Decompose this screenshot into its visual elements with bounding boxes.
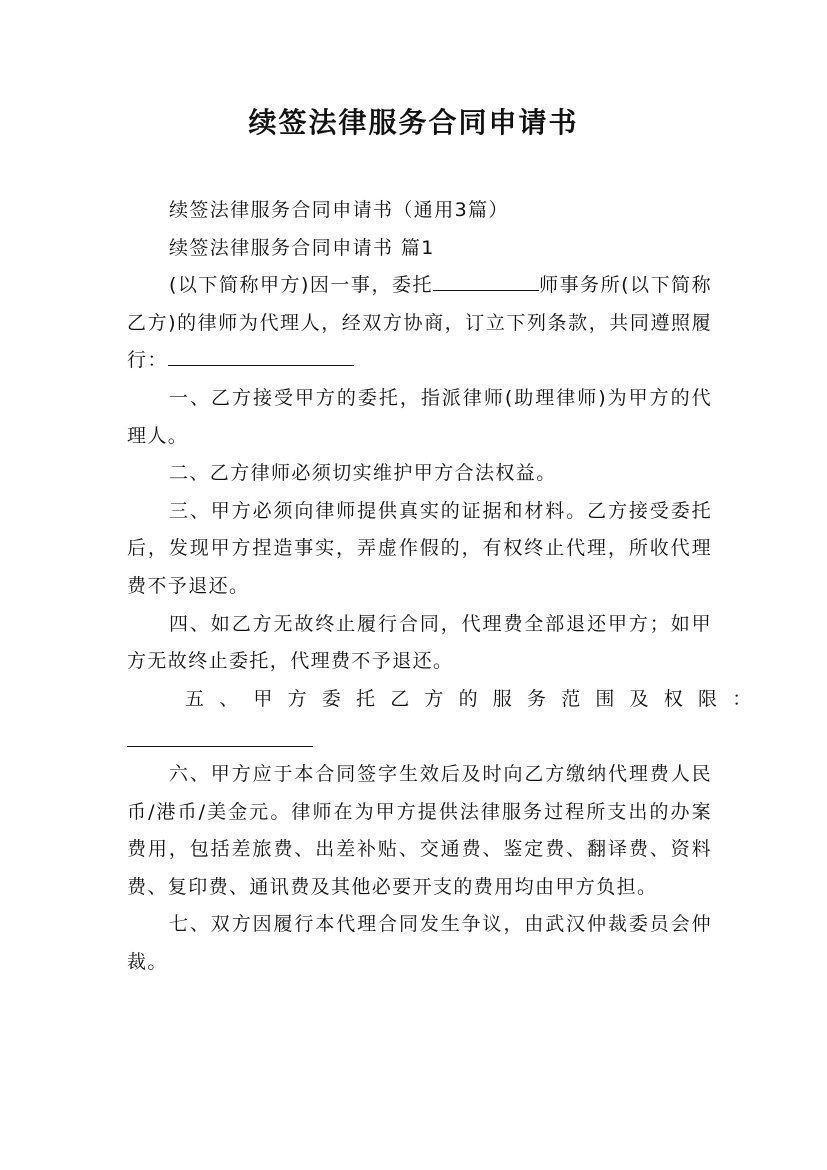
document-title: 续签法律服务合同申请书 bbox=[248, 106, 579, 139]
clause-5: 五、甲方委托乙方的服务范围及权限： bbox=[185, 687, 767, 710]
scope-blank-line bbox=[127, 718, 712, 756]
clause-1: 一、乙方接受甲方的委托，指派律师(助理律师)为甲方的代理人。 bbox=[127, 386, 712, 447]
section-heading: 续签法律服务合同申请书 篇1 bbox=[169, 236, 435, 259]
performance-blank bbox=[168, 343, 354, 366]
clause-7: 七、双方因履行本代理合同发生争议，由武汉仲裁委员会仲裁。 bbox=[127, 913, 712, 973]
document-subtitle: 续签法律服务合同申请书（通用3篇） bbox=[169, 199, 509, 221]
clause-3: 三、甲方必须向律师提供真实的证据和材料。乙方接受委托后，发现甲方捏造事实，弄虚作假的，有权终止代理，所收代理费不予退还。 bbox=[127, 499, 712, 597]
intro-paragraph bbox=[127, 267, 712, 380]
scope-blank bbox=[127, 724, 313, 747]
document-body bbox=[127, 192, 767, 981]
intro-text-1: (以下简称甲方)因一事，委托 bbox=[169, 274, 433, 297]
intro-text-2: 师事务所(以下简称乙方)的律师为代理人，经双方协商，订立下列条款，共同遵照履行： bbox=[127, 274, 712, 372]
clause-6: 六、甲方应于本合同签字生效后及时向乙方缴纳代理费人民币/港币/美金元。律师在为甲方提供法律服务过程所支出的办案费用，包括差旅费、出差补贴、交通费、鉴定费、翻译费、资料费、复印费、通讯费及其他必要开支的费用均由甲方负担。 bbox=[127, 762, 712, 898]
clause-4: 四、如乙方无故终止履行合同，代理费全部退还甲方；如甲方无故终止委托，代理费不予退还。 bbox=[127, 612, 712, 673]
clause-2: 二、乙方律师必须切实维护甲方合法权益。 bbox=[169, 462, 557, 485]
law-firm-blank bbox=[433, 268, 539, 291]
